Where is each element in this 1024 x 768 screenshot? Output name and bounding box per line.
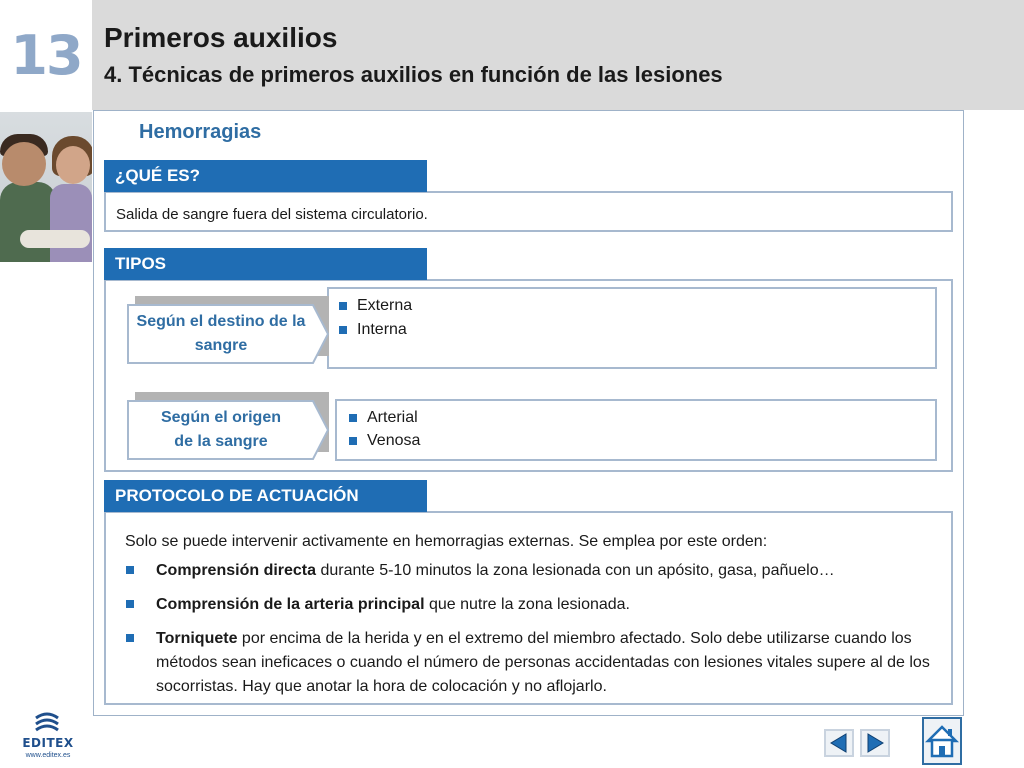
chapter-number-text: 13 xyxy=(10,23,82,87)
triangle-right-icon xyxy=(862,731,888,755)
tipos-items-box-destino xyxy=(327,287,937,369)
protocolo-item: Torniquete por encima de la herida y en el extremo del miembro afectado. Solo debe utilizarse cuando los métodos sean ineficaces o cuando el número de personas accidentadas con lesiones vitales supere al de los socorristas. Hay que anotar la hora de colocación y no aflojarlo. xyxy=(126,627,936,699)
chapter-number xyxy=(0,0,92,110)
protocolo-item: Comprensión directa durante 5-10 minutos la zona lesionada con un apósito, gasa, pañuelo… xyxy=(126,559,936,583)
triangle-left-icon xyxy=(826,731,852,755)
tipo-label-line2: de la sangre xyxy=(174,433,268,450)
editex-logo-mark-icon xyxy=(34,712,60,734)
tipo-label-destino xyxy=(127,304,337,364)
bullet-square-icon xyxy=(126,600,134,608)
next-slide-button[interactable] xyxy=(860,729,890,757)
protocolo-intro: Solo se puede intervenir activamente en hemorragias externas. Se emplea por este orden: xyxy=(125,533,768,550)
editex-url: www.editex.es xyxy=(25,752,71,759)
protocolo-item: Comprensión de la arteria principal que nutre la zona lesionada. xyxy=(126,593,936,617)
section-title: Hemorragias xyxy=(139,121,262,143)
bullet-square-icon xyxy=(349,414,357,422)
editex-brand: EDITEX xyxy=(22,736,74,750)
tipo-label-line1: Según el origen xyxy=(160,409,281,426)
header-photo xyxy=(0,112,92,262)
que-es-tab: ¿QUÉ ES? xyxy=(104,160,427,192)
tipo-label-line2: sangre xyxy=(194,337,248,354)
page-title: Primeros auxilios xyxy=(104,22,338,53)
bullet-square-icon xyxy=(349,437,357,445)
page-subtitle: 4. Técnicas de primeros auxilios en función de las lesiones xyxy=(104,62,723,87)
bullet-square-icon xyxy=(126,566,134,574)
home-button[interactable] xyxy=(922,717,962,765)
tipo-label-origen xyxy=(127,400,337,460)
que-es-box xyxy=(104,191,953,232)
editex-logo xyxy=(18,712,78,764)
tipos-tab: TIPOS xyxy=(104,248,427,280)
bullet-square-icon xyxy=(339,302,347,310)
list-item: Venosa xyxy=(349,432,420,450)
home-icon xyxy=(924,719,960,763)
prev-slide-button[interactable] xyxy=(824,729,854,757)
list-item: Arterial xyxy=(349,409,418,427)
bullet-square-icon xyxy=(339,326,347,334)
header-band xyxy=(92,0,1024,110)
protocolo-tab: PROTOCOLO DE ACTUACIÓN xyxy=(104,480,427,512)
que-es-text: Salida de sangre fuera del sistema circulatorio. xyxy=(116,206,428,223)
tipo-label-line1: Según el destino de la xyxy=(136,313,306,330)
list-item: Externa xyxy=(339,297,412,315)
list-item: Interna xyxy=(339,321,407,339)
tipos-items-box-origen xyxy=(335,399,937,461)
bullet-square-icon xyxy=(126,634,134,642)
